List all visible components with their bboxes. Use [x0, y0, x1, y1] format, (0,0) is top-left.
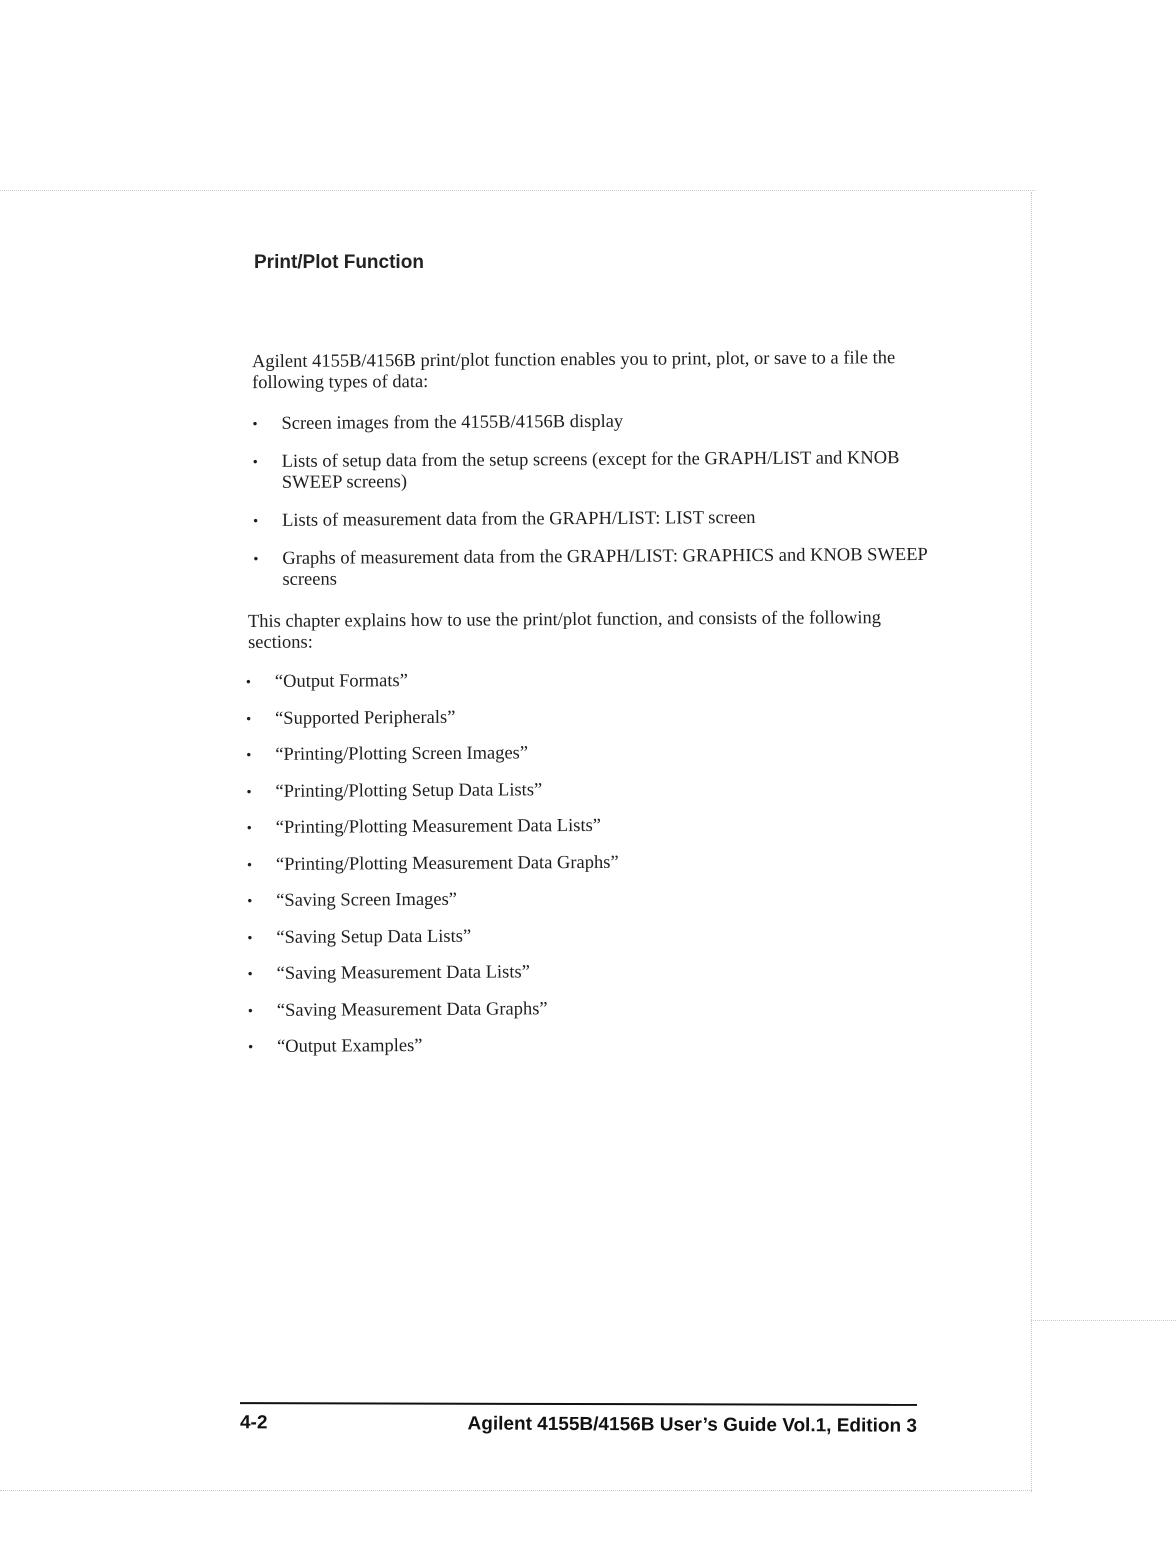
bullet-icon: • — [245, 857, 254, 872]
scan-edge-bottom — [0, 1490, 1032, 1491]
running-head: Print/Plot Function — [254, 252, 424, 273]
list-item — [246, 923, 926, 948]
data-types-list — [251, 410, 932, 608]
bullet-icon: • — [247, 1040, 255, 1055]
scan-edge-right-stub — [1031, 1320, 1176, 1321]
list-item — [252, 448, 932, 494]
section-link: “Saving Measurement Data Graphs” — [276, 998, 548, 1021]
bullet-icon: • — [252, 552, 260, 567]
section-link: “Saving Measurement Data Lists” — [276, 962, 530, 984]
bullet-icon: • — [244, 675, 252, 690]
list-item — [245, 741, 925, 766]
list-item-text: Lists of setup data from the setup screens (except for the GRAPH/LIST and KNOB SWEEP screens) — [281, 448, 900, 493]
scan-edge-top — [0, 190, 1035, 191]
section-link: “Printing/Plotting Measurement Data Graphs” — [275, 852, 619, 875]
bullet-icon: • — [252, 514, 260, 529]
bullet-icon: • — [246, 894, 254, 909]
bullet-icon: • — [246, 1003, 254, 1018]
list-item — [247, 996, 927, 1021]
bullet-icon: • — [251, 417, 259, 432]
list-item-text: Lists of measurement data from the GRAPH/LIST: LIST screen — [282, 508, 756, 531]
section-link: “Printing/Plotting Screen Images” — [275, 743, 529, 765]
list-item-text: Graphs of measurement data from the GRAPH/LIST: GRAPHICS and KNOB SWEEP screens — [282, 544, 928, 590]
list-item — [246, 814, 926, 839]
section-link: “Printing/Plotting Measurement Data Lists” — [275, 815, 602, 838]
bullet-icon: • — [246, 930, 254, 945]
list-item — [247, 960, 927, 985]
section-link: “Supported Peripherals” — [275, 707, 456, 729]
sections-list — [245, 668, 927, 1074]
section-link: “Output Formats” — [274, 671, 408, 692]
intro-paragraph: Agilent 4155B/4156B print/plot function enables you to print, plot, or save to a file the following types of data: — [251, 348, 896, 394]
bullet-icon: • — [245, 748, 253, 763]
bullet-icon: • — [245, 784, 253, 799]
list-item — [251, 410, 931, 435]
chapter-paragraph: This chapter explains how to use the print/plot function, and consists of the following sections: — [247, 608, 882, 653]
list-item — [245, 704, 925, 729]
bullet-icon: • — [246, 967, 254, 982]
bullet-icon: • — [245, 711, 253, 726]
list-item — [247, 1033, 927, 1058]
list-item — [245, 668, 925, 693]
list-item — [245, 777, 925, 802]
bullet-icon: • — [251, 455, 259, 470]
list-item — [252, 507, 932, 532]
bullet-icon: • — [245, 821, 253, 836]
footer-rule — [240, 1402, 917, 1406]
section-link: “Saving Screen Images” — [276, 889, 458, 911]
section-link: “Output Examples” — [277, 1036, 423, 1057]
section-link: “Saving Setup Data Lists” — [276, 926, 472, 948]
page-number: 4-2 — [239, 1412, 268, 1434]
list-item — [252, 545, 932, 591]
section-link: “Printing/Plotting Setup Data Lists” — [275, 779, 543, 802]
list-item-text: Screen images from the 4155B/4156B display — [281, 411, 624, 434]
list-item — [246, 850, 926, 875]
scan-edge-right — [1031, 192, 1032, 1492]
page-footer — [240, 1412, 917, 1438]
guide-title: Agilent 4155B/4156B User’s Guide Vol.1, Edition 3 — [467, 1413, 918, 1437]
list-item — [246, 887, 926, 912]
